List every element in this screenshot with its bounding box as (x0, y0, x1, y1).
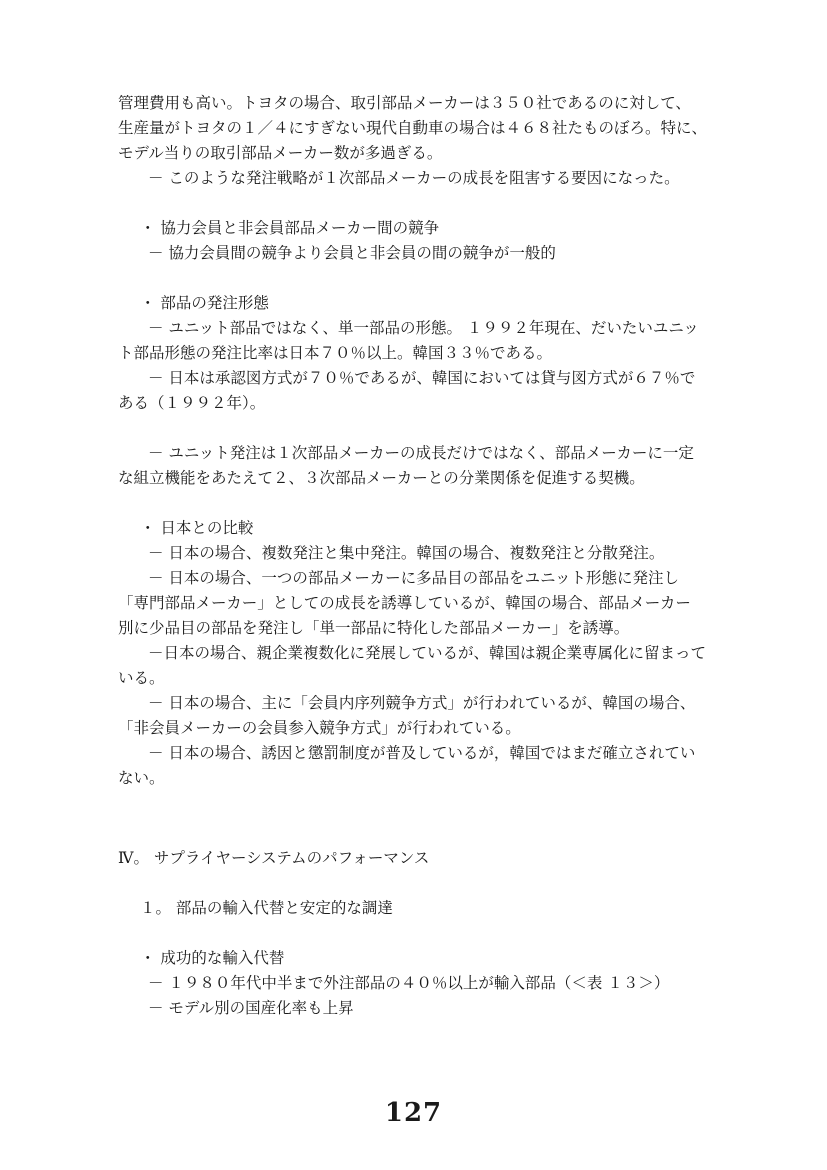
text-line: － 日本の場合、複数発注と集中発注。韓国の場合、複数発注と分散発注。 (148, 544, 665, 562)
text-line: － 日本の場合、誘因と懲罰制度が普及しているが，韓国ではまだ確立されてい (148, 744, 696, 762)
text-line: － ユニット発注は１次部品メーカーの成長だけではなく、部品メーカーに一定 (148, 444, 694, 462)
text-line: －日本の場合、親企業複数化に発展しているが、韓国は親企業専属化に留まって (148, 644, 707, 662)
text-line: － ユニット部品ではなく、単一部品の形態。 １９９２年現在、だいたいユニッ (148, 319, 699, 337)
subsection-heading: １。 部品の輸入代替と安定的な調達 (140, 899, 393, 917)
text-line: 「専門部品メーカー」としての成長を誘導しているが、韓国の場合、部品メーカー (118, 594, 691, 612)
text-line: モデル当りの取引部品メーカー数が多過ぎる。 (118, 144, 443, 162)
text-line: な組立機能をあたえて２、３次部品メーカーとの分業関係を促進する契機。 (118, 469, 645, 487)
bullet-heading: ・ 協力会員と非会員部品メーカー間の競争 (140, 219, 440, 237)
bullet-heading: ・ 成功的な輸入代替 (140, 949, 285, 967)
section-heading: Ⅳ。 サプライヤーシステムのパフォーマンス (118, 849, 430, 867)
bullet-heading: ・ 部品の発注形態 (140, 294, 269, 312)
text-line: ト部品形態の発注比率は日本７０％以上。韓国３３％である。 (118, 344, 553, 362)
text-line: － 協力会員間の競争より会員と非会員の間の競争が一般的 (148, 244, 556, 262)
text-line: 管理費用も高い。トヨタの場合、取引部品メーカーは３５０社であるのに対して、 (118, 94, 691, 112)
text-line: ある（１９９２年）。 (118, 394, 266, 412)
bullet-heading: ・ 日本との比較 (140, 519, 254, 537)
text-line: － モデル別の国産化率も上昇 (148, 999, 354, 1017)
text-line: 別に少品目の部品を発注し「単一部品に特化した部品メーカー」を誘導。 (118, 619, 630, 637)
page-number: 127 (384, 1098, 443, 1128)
text-line: － 日本の場合、主に「会員内序列競争方式」が行われているが、韓国の場合、 (148, 694, 696, 712)
text-line: いる。 (118, 669, 165, 687)
text-line: － 日本は承認図方式が７０％であるが、韓国においては貸与図方式が６７％で (148, 369, 696, 387)
text-line: － 日本の場合、一つの部品メーカーに多品目の部品をユニット形態に発注し (148, 569, 679, 587)
text-line: 「非会員メーカーの会員参入競争方式」が行われている。 (118, 719, 521, 737)
text-line: ない。 (118, 769, 165, 787)
text-line: 生産量がトヨタの１／４にすぎない現代自動車の場合は４６８社たものぼろ。特に、 (118, 119, 708, 137)
text-line: － １９８０年代中半まで外注部品の４０％以上が輸入部品（＜表 １３＞） (148, 974, 670, 992)
text-line: － このような発注戦略が１次部品メーカーの成長を阻害する要因になった。 (148, 169, 680, 187)
